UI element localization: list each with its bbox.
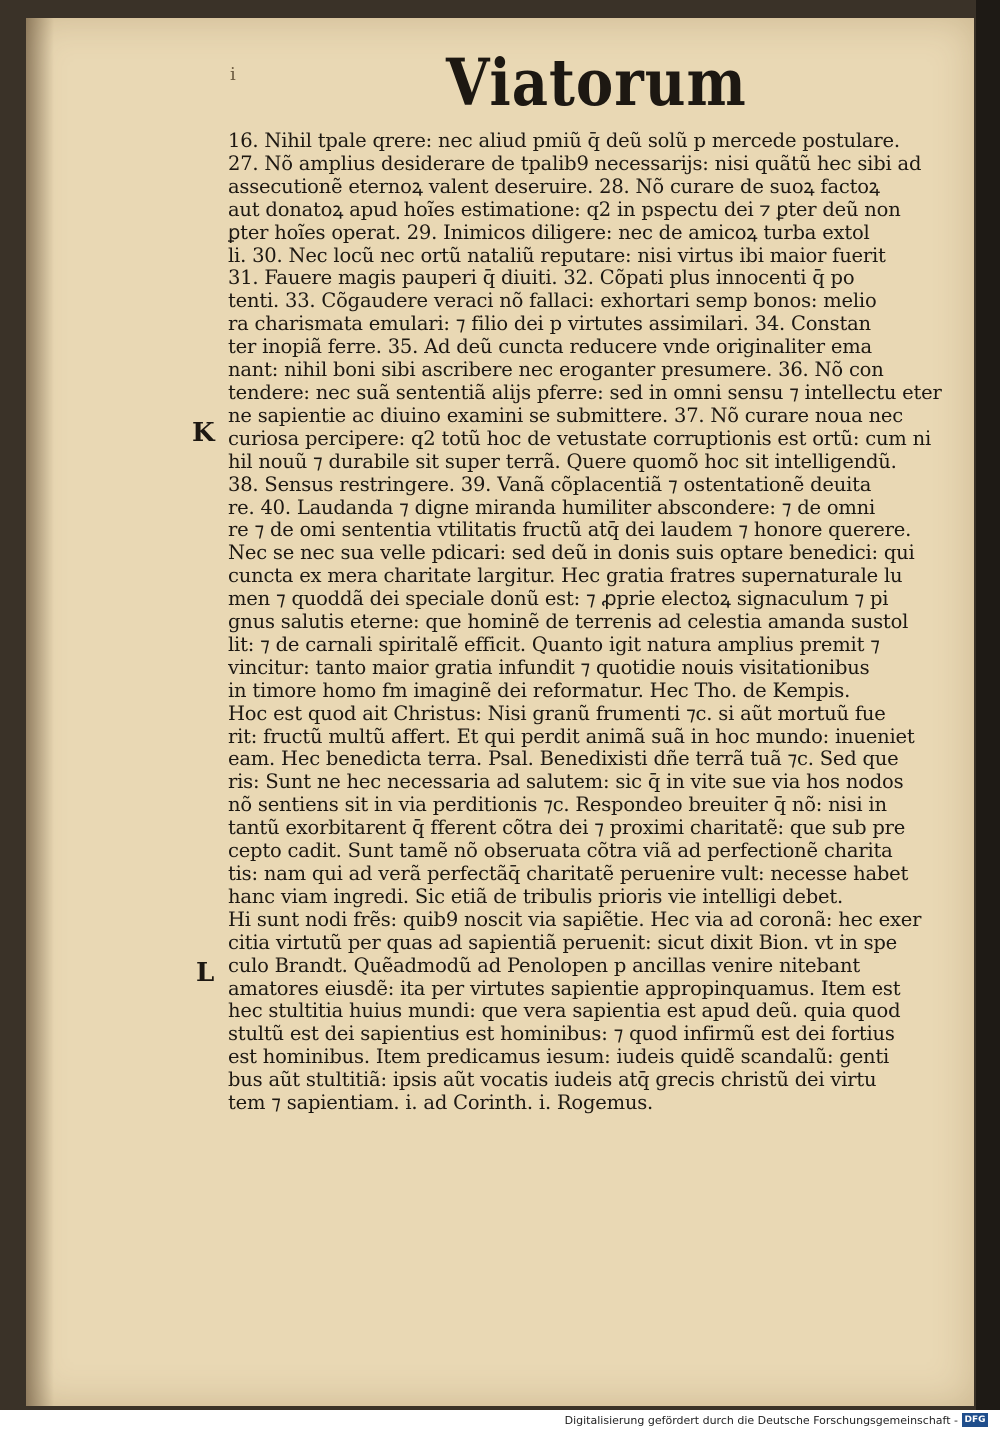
text-line: gnus salutis eterne: que hominẽ de terrenis ad celestia amanda sustol [228,611,909,634]
text-line: tis: nam qui ad verã perfectãq̄ charitatẽ peruenire vult: necesse habet [228,863,909,885]
text-line: nant: nihil boni sibi ascribere nec eroganter presumere. 36. Nõ con [228,359,884,382]
text-line: li. 30. Nec locũ nec ortũ nataliũ reputare: nisi virtus ibi maior fuerit [228,244,886,267]
text-line: stultũ est dei sapientius est hominibus: ⁊ quod infirmũ est dei fortius [228,1023,895,1046]
marginal-letter: L [196,958,215,988]
text-line: nõ sentiens sit in via perditionis ⁊c. Respondeo breuiter q̄ nõ: nisi in [228,794,887,817]
text-line: Hi sunt nodi frẽs: quib9 noscit via sapiẽtie. Hec via ad coronã: hec exer [228,908,922,931]
text-line: re. 40. Laudanda ⁊ digne miranda humiliter abscondere: ⁊ de omni [228,496,876,519]
text-line: amatores eiusdẽ: ita per virtutes sapientie appropinquamus. Item est [228,977,901,1000]
folio-mark: i [230,64,236,85]
text-line: tenti. 33. Cõgaudere veraci nõ fallaci: exhortari semp bonos: melio [228,290,877,313]
text-line: ne sapientie ac diuino examini se submittere. 37. Nõ curare noua nec [228,404,903,427]
text-line: vincitur: tanto maior gratia infundit ⁊ quotidie nouis visitationibus [228,656,870,679]
text-line: 38. Sensus restringere. 39. Vanã cõplacentiã ⁊ ostentationẽ deuita [228,473,872,496]
text-line: hil nouũ ⁊ durabile sit super terrã. Quere quomõ hoc sit intelligendũ. [228,450,897,473]
text-line: in timore homo fm imaginẽ dei reformatur. Hec Tho. de Kempis. [228,679,851,702]
text-line: Nec se nec sua velle pdicari: sed deũ in donis suis optare benedici: qui [228,542,915,565]
text-line: hec stultitia huius mundi: que vera sapientia est apud deũ. quia quod [228,1000,901,1023]
text-line: 31. Fauere magis pauperi q̄ diuiti. 32. Cõpati plus innocenti q̄ po [228,267,855,290]
text-line: assecutionẽ eternoꝝ valent deseruire. 28. Nõ curare de suoꝝ factoꝝ [228,175,880,198]
text-line: aut donatoꝝ apud hoĩes estimatione: q2 in pspectu dei ⁊ ꝑter deũ non [228,198,901,221]
text-line: citia virtutũ per quas ad sapientiã peruenit: sicut dixit Bion. vt in spe [228,931,898,954]
running-head: Viatorum [446,45,747,121]
text-line: tantũ exorbitarent q̄ fferent cõtra dei ⁊ proximi charitatẽ: que sub pre [228,817,906,840]
page-gutter-shadow [26,18,54,1406]
text-line: culo Brandt. Quẽadmodũ ad Penolopen p ancillas venire nitebant [228,954,861,977]
marginal-letter: K [192,418,215,448]
text-line: ꝑter hoĩes operat. 29. Inimicos diligere: nec de amicoꝝ turba extol [228,221,870,244]
footer-bar [0,1410,1000,1433]
text-line: tem ⁊ sapientiam. i. ad Corinth. i. Rogemus. [228,1092,654,1115]
text-line: tendere: nec suã sententiã alijs pferre: sed in omni sensu ⁊ intellectu eter [228,381,942,404]
scan-edge [976,0,1000,1410]
text-line: Hoc est quod ait Christus: Nisi granũ frumenti ⁊c. si aũt mortuũ fue [228,702,886,725]
text-block [228,130,948,1115]
text-line: ris: Sunt ne hec necessaria ad salutem: sic q̄ in vite sue via hos nodos [228,771,904,794]
text-line: men ⁊ quoddã dei speciale donũ est: ⁊ ꝓprie electoꝝ signaculum ⁊ pi [228,588,889,611]
text-line: rit: fructũ multũ affert. Et qui perdit animã suã in hoc mundo: inueniet [228,725,915,748]
dfg-logo[interactable]: DFG [962,1413,988,1427]
text-line: cuncta ex mera charitate largitur. Hec gratia fratres supernaturale lu [228,565,903,588]
text-line: re ⁊ de omi sententia vtilitatis fructũ atq̄ dei laudem ⁊ honore querere. [228,519,912,542]
text-line: bus aũt stultitiã: ipsis aũt vocatis iudeis atq̄ grecis christũ dei virtu [228,1069,877,1092]
text-line: 27. Nõ amplius desiderare de tpalib9 necessarijs: nisi quãtũ hec sibi ad [228,152,922,175]
text-line: eam. Hec benedicta terra. Psal. Benedixisti dñe terrã tuã ⁊c. Sed que [228,748,899,771]
text-line: 16. Nihil tpale qrere: nec aliud pmiũ q̄ deũ solũ p mercede postulare. [228,130,900,152]
text-line: ra charismata emulari: ⁊ filio dei p virtutes assimilari. 34. Constan [228,313,871,336]
text-line: est hominibus. Item predicamus iesum: iudeis quidẽ scandalũ: genti [228,1046,890,1069]
text-line: cepto cadit. Sunt tamẽ nõ obseruata cõtra viã ad perfectionẽ charita [228,840,893,863]
text-line: ter inopiã ferre. 35. Ad deũ cuncta reducere vnde originaliter ema [228,336,872,359]
text-line: hanc viam ingredi. Sic etiã de tribulis prioris vie intelligi debet. [228,885,843,908]
text-line: lit: ⁊ de carnali spiritalẽ efficit. Quanto igit natura amplius premit ⁊ [228,633,880,656]
text-line: curiosa percipere: q2 totũ hoc de vetustate corruptionis est ortũ: cum ni [228,427,931,450]
funding-note: Digitalisierung gefördert durch die Deutsche Forschungsgemeinschaft - [564,1414,958,1427]
